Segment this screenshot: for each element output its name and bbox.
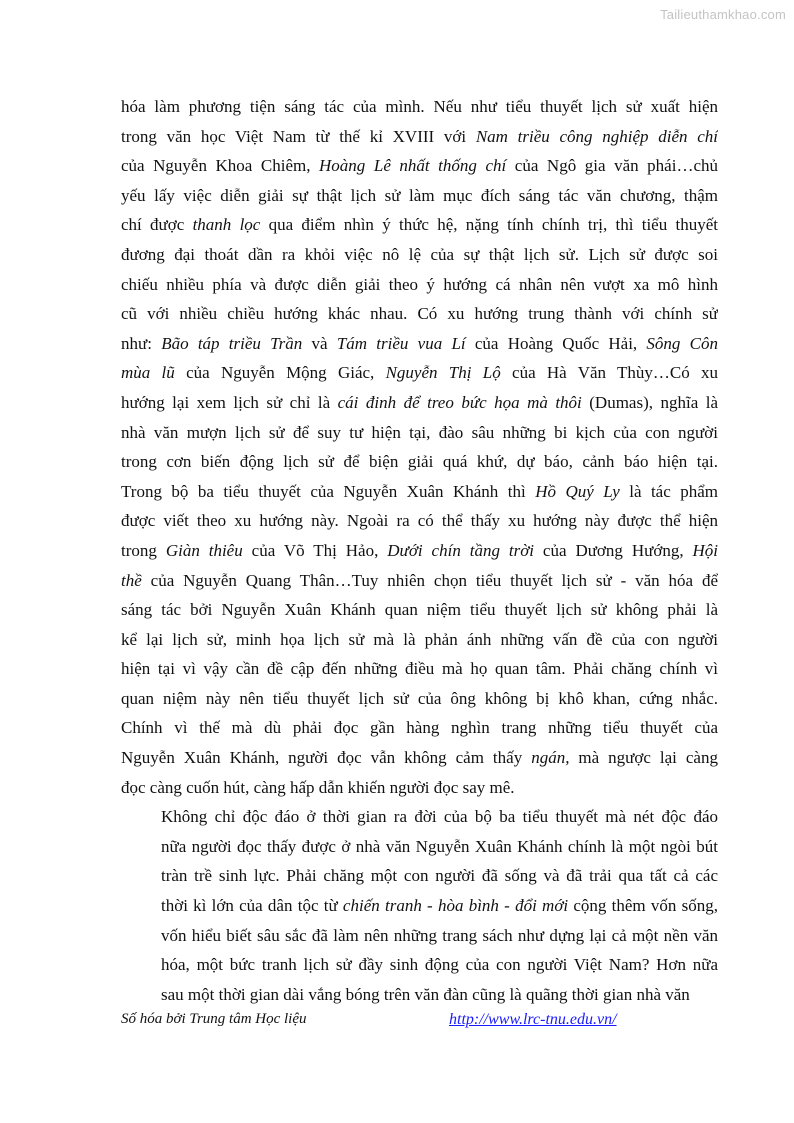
body-text: của Ngô gia văn phái…chủ: [506, 156, 718, 176]
body-text: Không chỉ độc đáo ở thời gian ra đời của bộ ba tiểu thuyết mà nét độc đáo: [161, 807, 718, 827]
text-line: [121, 92, 718, 122]
italic-title-text: Giàn thiêu: [165, 540, 243, 560]
text-line: [121, 684, 718, 714]
body-text: hóa làm phương tiện sáng tác của mình. Nếu như tiểu thuyết lịch sử xuất hiện: [121, 97, 718, 116]
italic-title-text: thanh lọc: [192, 215, 261, 235]
text-line: [121, 506, 718, 536]
body-text: của Võ Thị Hảo,: [242, 540, 388, 560]
text-line: [121, 181, 718, 211]
paragraph-p2: [121, 802, 718, 1009]
text-line: [121, 625, 718, 655]
text-line: [121, 536, 718, 566]
body-text: tràn trề sinh lực. Phải chăng một con người đã sống và đã trải qua tất cả các: [161, 866, 718, 886]
body-text: sau một thời gian dài vắng bóng trên văn đàn cũng là quãng thời gian nhà văn: [161, 984, 690, 1004]
text-line: [121, 329, 718, 359]
body-text: trong văn học Việt Nam từ thế kỉ XVIII với: [121, 126, 476, 146]
text-line: [121, 861, 718, 891]
body-text: của Dương Hướng,: [534, 540, 693, 560]
body-text: như:: [121, 333, 162, 353]
body-text: kể lại lịch sử, minh họa lịch sử mà là phản ánh những vấn đề của con người: [121, 629, 718, 649]
body-text: nhà văn mượn lịch sử để suy tư hiện tại, đào sâu những bi kịch của con người: [121, 422, 718, 442]
italic-title-text: Hội: [692, 540, 718, 560]
body-text: đọc càng cuốn hút, càng hấp dẫn khiến người đọc say mê.: [121, 777, 515, 797]
italic-title-text: ngán,: [531, 748, 570, 768]
body-text: của Nguyễn Quang Thân…Tuy nhiên chọn tiểu thuyết lịch sử - văn hóa để: [141, 570, 718, 590]
text-line: [121, 270, 718, 300]
body-text: trong: [121, 540, 166, 560]
body-text: hóa, một bức tranh lịch sử đầy sinh động của con người Việt Nam? Hơn nữa: [161, 955, 718, 975]
body-text: chí được: [121, 215, 193, 235]
body-text: Trong bộ ba tiểu thuyết của Nguyễn Xuân Khánh thì: [121, 481, 536, 501]
text-line: [121, 122, 718, 152]
italic-title-text: Nam triều công nghiệp diễn chí: [475, 126, 718, 146]
body-text: trong cơn biến động lịch sử để biện giải quá khứ, dự báo, cảnh báo hiện tại.: [121, 452, 718, 472]
italic-title-text: chiến tranh - hòa bình - đổi mới: [342, 896, 569, 916]
paragraph-p1: [121, 92, 718, 802]
body-text: thời kì lớn của dân tộc từ: [161, 896, 343, 916]
body-text: hướng lại xem lịch sử chỉ là: [121, 392, 338, 412]
body-text: của Nguyễn Khoa Chiêm,: [121, 156, 320, 176]
italic-title-text: cái đinh để treo bức họa mà thôi: [337, 392, 582, 412]
text-line: [121, 388, 718, 418]
text-line: [121, 773, 718, 803]
italic-title-text: Dưới chín tầng trời: [387, 540, 535, 560]
text-line: [121, 299, 718, 329]
body-text: quan niệm này nên tiểu thuyết lịch sử của ông không bị khô khan, cứng nhắc.: [121, 688, 718, 708]
footer-url-link[interactable]: http://www.lrc-tnu.edu.vn/: [449, 1011, 617, 1028]
italic-title-text: Tám triều vua Lí: [336, 333, 466, 353]
body-text: yếu lấy việc diễn giải sự thật lịch sử làm mục đích sáng tác văn chương, thậm: [121, 185, 718, 205]
italic-title-text: Sông Côn: [646, 333, 718, 353]
text-line: [121, 802, 718, 832]
text-line: [121, 595, 718, 625]
body-text: của Nguyễn Mộng Giác,: [174, 363, 386, 383]
italic-title-text: Nguyễn Thị Lộ: [385, 363, 501, 383]
text-line: [121, 477, 718, 507]
italic-title-text: mùa lũ: [121, 363, 175, 383]
italic-title-text: Hoàng Lê nhất thống chí: [319, 156, 507, 176]
body-text: vốn hiểu biết sâu sắc đã làm nên những trang sách như dựng lại cả một nền văn: [161, 925, 718, 945]
text-line: [121, 447, 718, 477]
body-text: nữa người đọc thấy được ở nhà văn Nguyễn Xuân Khánh chính là một ngòi bút: [161, 836, 718, 856]
text-line: [121, 891, 718, 921]
italic-title-text: Bão táp triều Trần: [161, 333, 303, 353]
text-line: [121, 358, 718, 388]
text-line: [121, 151, 718, 181]
text-line: [121, 832, 718, 862]
body-text: của Hà Văn Thùy…Có xu: [500, 363, 718, 383]
body-text: đương đại thoát dần ra khỏi việc nô lệ của sự thật lịch sử. Lịch sử được soi: [121, 244, 718, 264]
watermark-text: Tailieuthamkhao.com: [660, 7, 786, 22]
body-text: Chính vì thế mà dù phải đọc gần hàng nghìn trang những tiểu thuyết của: [121, 718, 718, 738]
text-line: [121, 743, 718, 773]
document-body: [121, 92, 718, 1009]
body-text: cộng thêm vốn sống,: [568, 896, 718, 916]
text-line: [121, 240, 718, 270]
text-line: [121, 950, 718, 980]
body-text: (Dumas), nghĩa là: [581, 392, 718, 412]
body-text: chiếu nhiều phía và được diễn giải theo ý hướng cá nhân nên vượt xa mô hình: [121, 274, 718, 294]
italic-title-text: Hồ Quý Ly: [535, 481, 620, 501]
body-text: qua điểm nhìn ý thức hệ, nặng tính chính trị, thì tiểu thuyết: [260, 215, 718, 235]
body-text: sáng tác bởi Nguyễn Xuân Khánh quan niệm tiểu thuyết lịch sử không phải là: [121, 600, 718, 620]
text-line: [121, 654, 718, 684]
footer-credit: Số hóa bởi Trung tâm Học liệu: [121, 1011, 307, 1027]
text-line: [121, 980, 718, 1010]
italic-title-text: thề: [121, 570, 142, 590]
body-text: là tác phẩm: [619, 481, 718, 501]
body-text: được viết theo xu hướng này. Ngoài ra có thể thấy xu hướng này được thể hiện: [121, 511, 718, 531]
body-text: mà ngược lại càng: [569, 748, 718, 768]
text-line: [121, 713, 718, 743]
body-text: Nguyễn Xuân Khánh, người đọc vẫn không cảm thấy: [121, 748, 532, 768]
body-text: và: [302, 333, 337, 353]
body-text: của Hoàng Quốc Hải,: [465, 333, 647, 353]
text-line: [121, 921, 718, 951]
text-line: [121, 566, 718, 596]
text-line: [121, 210, 718, 240]
body-text: hiện tại vì vậy cần đề cập đến những điều mà họ quan tâm. Phải chăng chính vì: [121, 659, 718, 679]
text-line: [121, 418, 718, 448]
body-text: cũ với nhiều chiều hướng khác nhau. Có xu hướng trung thành với chính sử: [121, 304, 718, 324]
